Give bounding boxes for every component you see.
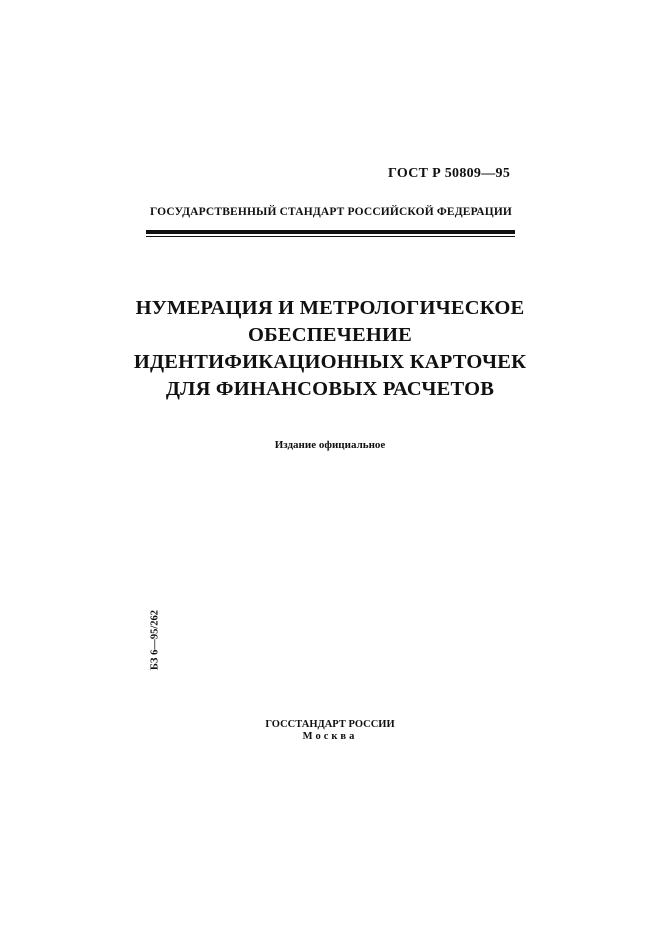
document-number: ГОСТ Р 50809—95 [388,166,511,181]
title-line-1: НУМЕРАЦИЯ И МЕТРОЛОГИЧЕСКОЕ [135,297,525,319]
publisher-city: Москва [302,731,358,742]
title-line-2: ОБЕСПЕЧЕНИЕ [247,324,413,346]
standard-type-heading: ГОСУДАРСТВЕННЫЙ СТАНДАРТ РОССИЙСКОЙ ФЕДЕРАЦИИ [149,206,513,218]
publisher-block [240,719,420,743]
title-line-3: ИДЕНТИФИКАЦИОННЫХ КАРТОЧЕК [133,351,527,373]
header-rule-thin [146,236,515,237]
publisher-name: ГОССТАНДАРТ РОССИИ [265,719,395,730]
header-rule-thick [146,230,515,234]
side-catalog-code: БЗ 6—95/262 [149,609,161,671]
document-title [110,295,550,403]
title-line-4: ДЛЯ ФИНАНСОВЫХ РАСЧЕТОВ [165,378,495,400]
edition-label: Издание официальное [274,439,386,451]
